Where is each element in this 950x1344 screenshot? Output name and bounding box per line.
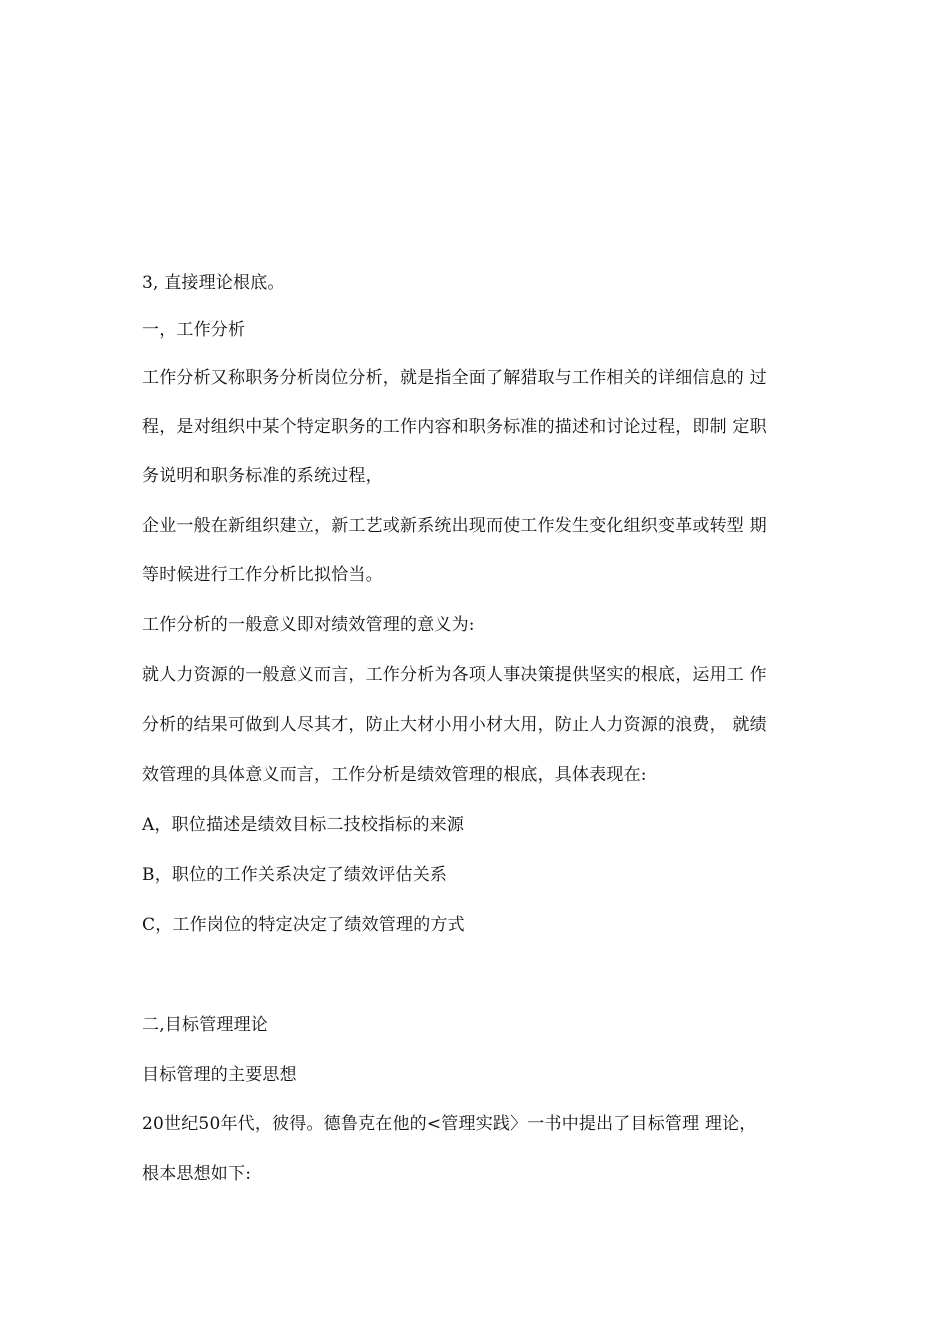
list-item-c: C，工作岗位的特定决定了绩效管理的方式 [142, 915, 465, 935]
subheading-main-idea: 目标管理的主要思想 [142, 1065, 297, 1085]
paragraph-line: 等时候进行工作分析比拟恰当。 [142, 565, 383, 585]
paragraph-line: 分析的结果可做到人尽其才，防止大材小用小材大用，防止人力资源的浪费， 就绩 [142, 715, 767, 735]
paragraph-line: 程，是对组织中某个特定职务的工作内容和职务标准的描述和讨论过程，即制 定职 [142, 417, 767, 437]
paragraph-line: 根本思想如下: [142, 1164, 252, 1184]
section-heading-3: 3, 直接理论根底。 [142, 273, 285, 293]
paragraph-line: 企业一般在新组织建立，新工艺或新系统出现而使工作发生变化组织变革或转型 期 [142, 516, 767, 536]
list-item-a: A，职位描述是绩效目标二技校指标的来源 [142, 815, 465, 835]
paragraph-line: 就人力资源的一般意义而言，工作分析为各项人事决策提供坚实的根底，运用工 作 [142, 665, 767, 685]
paragraph-line: 效管理的具体意义而言，工作分析是绩效管理的根底，具体表现在: [142, 765, 647, 785]
paragraph-line: 工作分析的一般意义即对绩效管理的意义为: [142, 615, 475, 635]
paragraph-line: 工作分析又称职务分析岗位分析，就是指全面了解猎取与工作相关的详细信息的 过 [142, 368, 767, 388]
heading-job-analysis: 一，工作分析 [142, 320, 246, 340]
paragraph-line: 务说明和职务标准的系统过程， [142, 466, 383, 486]
paragraph-line: 20世纪50年代，彼得。德鲁克在他的<管理实践〉一书中提出了目标管理 理论， [142, 1114, 757, 1134]
heading-objective-management: 二,目标管理理论 [142, 1015, 269, 1035]
list-item-b: B，职位的工作关系决定了绩效评估关系 [142, 865, 448, 885]
